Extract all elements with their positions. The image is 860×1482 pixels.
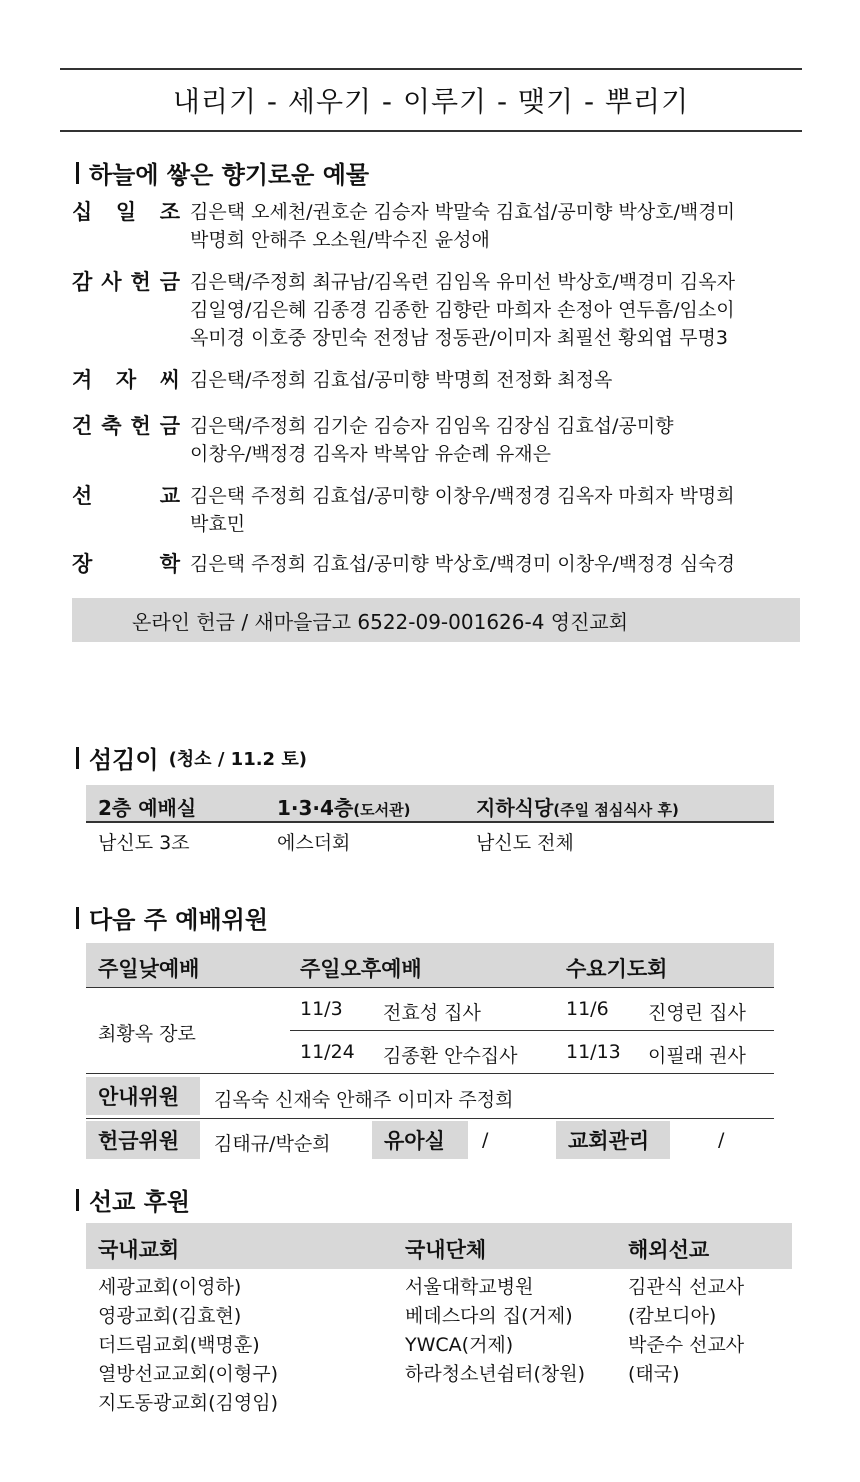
offering-row-label [72,198,190,254]
worship-row1-name1: 전효성 집사 [383,1002,481,1024]
offering-label-char: 자 [115,368,137,392]
title-bar [76,747,79,769]
nursery-label: 유아실 [372,1121,468,1159]
worship-header-sunday-afternoon: 주일오후예배 [300,957,422,981]
mission-org-item: 하라청소년쉼터(창원) [405,1363,586,1385]
offering-label-char: 십 [72,200,93,224]
offering-names-line: 이창우/백정경 김옥자 박복암 유순례 유재은 [190,443,551,465]
offering-row-names [190,198,812,254]
worship-row2-date2: 11/13 [566,1041,621,1063]
offering-label-char: 겨 [72,368,93,392]
worship-row1-name2: 진영린 집사 [648,1002,746,1024]
offering-label-char: 선 [72,484,93,508]
mission-church-item: 영광교회(김효현) [98,1305,242,1327]
title-bar [76,162,79,184]
mission-header-domestic-org: 국내단체 [405,1238,487,1262]
serving-header-floor2: 2층 예배실 [98,796,197,820]
offering-row-names [190,482,812,538]
worship-table-rule [86,1073,774,1074]
title-bar [76,907,79,929]
offering-label-char: 조 [159,200,180,224]
mission-org-item: 베데스다의 집(거제) [405,1305,573,1327]
offering-committee-label: 헌금위원 [86,1121,200,1159]
worship-header-sunday-morning: 주일낮예배 [98,957,200,981]
offering-names-line: 옥미경 이호중 장민숙 전정남 정동관/이미자 최필선 황외엽 무명3 [190,327,728,349]
offering-names-line: 김은택/주정희 김기순 김승자 김임옥 김장심 김효섭/공미향 [190,415,674,437]
offering-row [72,550,812,578]
worship-sunday-morning-leader: 최황옥 장로 [98,1023,196,1045]
worship-row1-date1: 11/3 [300,998,343,1020]
church-admin-label: 교회관리 [556,1121,670,1159]
offering-row-label [72,268,190,352]
offering-row [72,366,812,394]
mission-church-item: 더드림교회(백명훈) [98,1334,260,1356]
mission-header-domestic-church: 국내교회 [98,1238,180,1262]
serving-header-rule [86,821,774,823]
online-offering-account: 온라인 헌금 / 새마을금고 6522-09-001626-4 영진교회 [72,598,800,642]
mission-overseas-item: 박준수 선교사 [628,1334,745,1356]
mission-section-title [76,1182,190,1217]
worship-row-divider [290,1030,774,1031]
offering-label-char: 헌 [130,270,151,294]
mission-church-item: 열방선교교회(이형구) [98,1363,279,1385]
offering-row-names [190,550,812,578]
worship-header-wednesday: 수요기도회 [566,957,668,981]
mission-header-overseas: 해외선교 [628,1238,710,1262]
title-bar [76,1189,79,1211]
offering-row-label [72,412,190,468]
offering-title-text: 하늘에 쌓은 향기로운 예물 [89,161,370,189]
mission-overseas-item: 김관식 선교사 [628,1276,745,1298]
offering-row-names [190,412,812,468]
mission-overseas-item: (캄보디아) [628,1305,717,1327]
offering-label-char: 교 [159,484,180,508]
offering-label-char: 감 [72,270,93,294]
offering-names-line: 김은택 주정희 김효섭/공미향 이창우/백정경 김옥자 마희자 박명희 [190,485,735,507]
offering-names-line: 김일영/김은혜 김종경 김종한 김향란 마희자 손정아 연두흠/임소이 [190,299,735,321]
offering-section-title [76,155,369,190]
worship-row2-date1: 11/24 [300,1041,355,1063]
mission-org-item: YWCA(거제) [405,1334,514,1356]
offering-names-line: 김은택 오세천/권호순 김승자 박말숙 김효섭/공미향 박상호/백경미 [190,201,735,223]
nursery-value: / [482,1129,489,1151]
offering-row [72,198,812,254]
offering-row-label [72,550,190,578]
offering-row-names [190,268,812,352]
offering-label-char: 일 [115,200,137,224]
offering-committee-names: 김태규/박순희 [214,1133,331,1155]
offering-label-char: 장 [72,552,93,576]
mission-church-item: 지도동광교회(김영임) [98,1392,279,1414]
serving-section-title [76,740,307,775]
serving-value-floor2: 남신도 3조 [98,832,190,854]
worship-row2-name2: 이필래 권사 [648,1045,746,1067]
church-admin-value: / [718,1129,725,1151]
worship-header-rule [86,987,774,988]
mission-org-item: 서울대학교병원 [405,1276,534,1298]
offering-label-char: 금 [159,270,180,294]
offering-row [72,482,812,538]
worship-title-text: 다음 주 예배위원 [89,906,268,934]
mission-overseas-item: (태국) [628,1363,680,1385]
offering-label-char: 학 [159,552,180,576]
worship-row2-name1: 김종환 안수집사 [383,1045,518,1067]
usher-rule [86,1118,774,1119]
offering-names-line: 김은택/주정희 김효섭/공미향 박명희 전정화 최정옥 [190,369,613,391]
serving-value-basement: 남신도 전체 [476,832,574,854]
usher-label: 안내위원 [86,1077,200,1115]
offering-row-names [190,366,812,394]
offering-label-char: 금 [159,414,180,438]
serving-title-text: 섬김이 [89,746,159,774]
serving-header-floor134: 1·3·4층(도서관) [277,796,411,820]
worship-row1-date2: 11/6 [566,998,609,1020]
banner: 내리기 - 세우기 - 이루기 - 맺기 - 뿌리기 [60,68,802,132]
mission-title-text: 선교 후원 [89,1188,191,1216]
offering-label-char: 헌 [130,414,151,438]
offering-label-char: 축 [101,414,122,438]
serving-header-basement: 지하식당(주일 점심식사 후) [476,796,679,820]
offering-row [72,412,812,468]
serving-subtitle: (청소 / 11.2 토) [168,748,307,770]
offering-label-char: 씨 [159,368,180,392]
offering-row [72,268,812,352]
offering-names-line: 박효민 [190,513,246,535]
usher-names: 김옥숙 신재숙 안해주 이미자 주정희 [214,1089,514,1111]
serving-value-floor134: 에스더회 [277,832,351,854]
offering-names-line: 김은택/주정희 최규남/김옥련 김임옥 유미선 박상호/백경미 김옥자 [190,271,735,293]
mission-church-item: 세광교회(이영하) [98,1276,242,1298]
offering-names-line: 김은택 주정희 김효섭/공미향 박상호/백경미 이창우/백정경 심숙경 [190,553,735,575]
worship-section-title [76,900,268,935]
offering-row-label [72,366,190,394]
offering-names-line: 박명희 안해주 오소원/박수진 윤성애 [190,229,490,251]
offering-row-label [72,482,190,538]
offering-label-char: 사 [101,270,122,294]
offering-label-char: 건 [72,414,93,438]
